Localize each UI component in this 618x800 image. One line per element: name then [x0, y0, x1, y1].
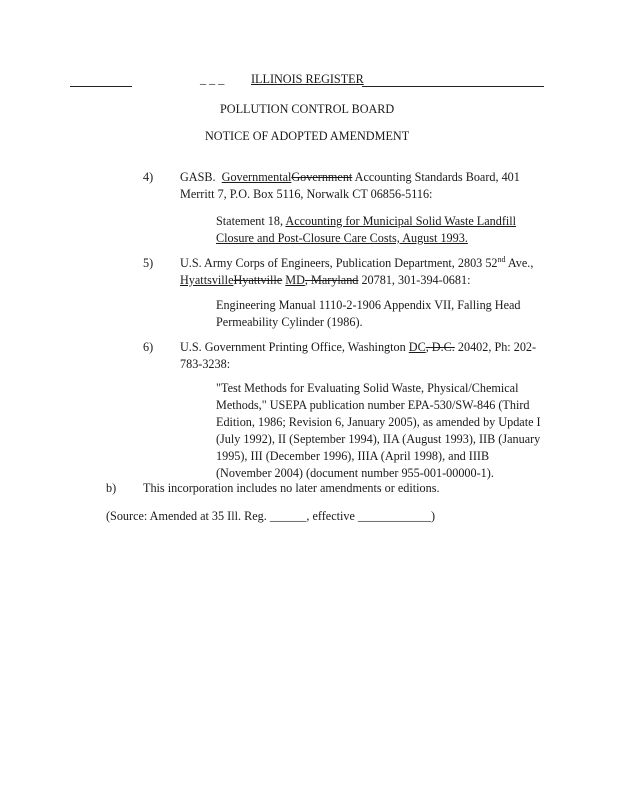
item-5-number: 5) [143, 256, 154, 270]
manual-line-2: Permeability Cylinder (1986). [216, 315, 363, 329]
test-methods-line: Methods," USEPA publication number EPA-530/SW-846 (Third [216, 398, 530, 412]
delete-d-c: , D.C. [425, 340, 455, 354]
header-dashes: _ _ _ [200, 72, 225, 86]
statement-18-title: Accounting for Municipal Solid Waste Landfill [285, 214, 517, 228]
item-4-number: 4) [143, 170, 154, 184]
delete-maryland: , Maryland [304, 273, 359, 287]
test-methods-line: (July 1992), II (September 1994), IIA (August 1993), IIB (January [216, 432, 541, 446]
gasb-rest: Accounting Standards Board, 401 [352, 170, 520, 184]
item-b-text: This incorporation includes no later amendments or editions. [143, 481, 440, 495]
delete-government: Government [291, 170, 353, 184]
board-title: POLLUTION CONTROL BOARD [220, 102, 395, 116]
test-methods-line: 1995), III (December 1996), IIIA (April 1998), and IIIB [216, 449, 490, 463]
source-note: (Source: Amended at 35 Ill. Reg. ______, effective ____________) [106, 509, 436, 523]
delete-hyattville: Hyattville [233, 273, 283, 287]
notice-title: NOTICE OF ADOPTED AMENDMENT [205, 129, 410, 143]
insert-governmental: Governmental [221, 170, 292, 184]
item-5-line-1: U.S. Army Corps of Engineers, Publication Department, 2803 52nd Ave., [180, 254, 534, 270]
test-methods-line: (November 2004) (document number 955-001-00000-1). [216, 466, 494, 480]
item-6-line-2: 783-3238: [180, 357, 231, 371]
item-b-label: b) [106, 481, 117, 495]
header-rule-right [362, 86, 544, 87]
test-methods-line: "Test Methods for Evaluating Solid Waste, Physical/Chemical [216, 381, 519, 395]
item-4-line-1 [180, 169, 520, 186]
statement-18-line-1 [216, 213, 516, 230]
header-rule-left [70, 86, 132, 87]
item-4-line-2: Merritt 7, P.O. Box 5116, Norwalk CT 06856-5116: [180, 187, 433, 201]
insert-md: MD [285, 273, 305, 287]
item-6-number: 6) [143, 340, 154, 354]
gasb-label: GASB. [180, 170, 216, 184]
manual-line-1: Engineering Manual 1110-2-1906 Appendix VII, Falling Head [216, 298, 521, 312]
statement-18-line-2: Closure and Post-Closure Care Costs, August 1993. [216, 231, 468, 245]
test-methods-line: Edition, 1986; Revision 6, January 2005), as amended by Update I [216, 415, 541, 429]
register-title: ILLINOIS REGISTER [251, 72, 364, 86]
insert-hyattsville: Hyattsville [180, 273, 234, 287]
item-5-line-2: HyattsvilleHyattville MD, Maryland 20781, 301-394-0681: [180, 273, 471, 287]
item-6-line-1: U.S. Government Printing Office, Washington DC, D.C. 20402, Ph: 202- [180, 340, 537, 354]
statement-18-label: Statement 18, [216, 214, 284, 228]
insert-dc: DC [408, 340, 426, 354]
